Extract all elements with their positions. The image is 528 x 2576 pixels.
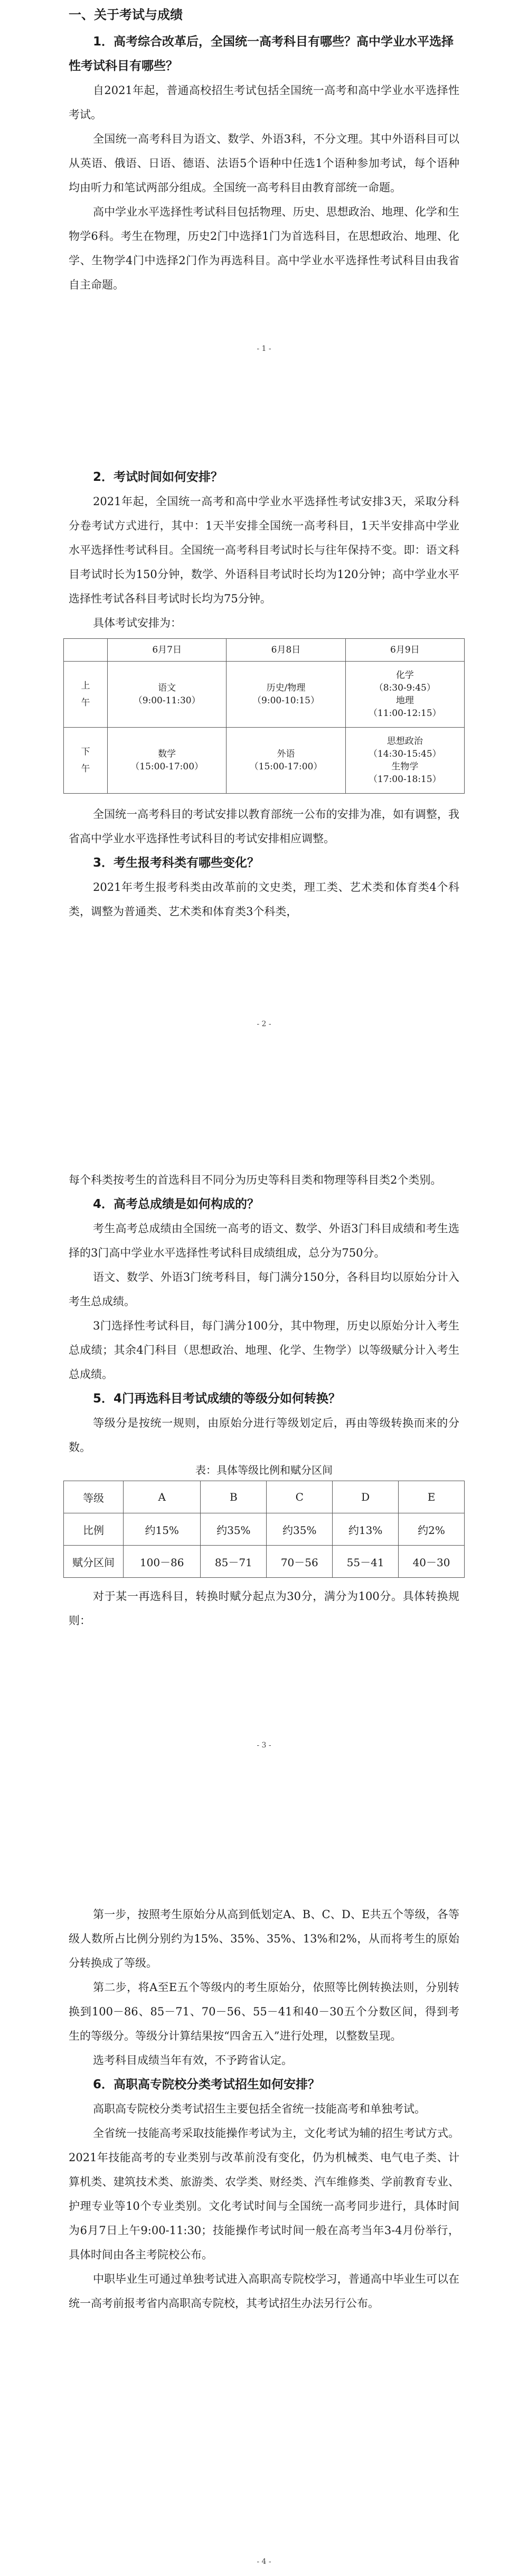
table-cell: 思想政治 （14:30-15:45） 生物学 （17:00-18:15）: [345, 728, 464, 794]
question-5-title: 5．4门再选科目考试成绩的等级分如何转换？: [93, 1392, 341, 1406]
table-row: [64, 1546, 465, 1578]
table-cell: 历史/物理 （9:00-10:15）: [227, 662, 345, 728]
table-cell: 40－30: [399, 1546, 465, 1578]
table-row: [64, 662, 465, 728]
table-header-row: [64, 639, 465, 662]
paragraph: 高中学业水平选择性考试科目包括物理、历史、思想政治、地理、化学和生物学6科。考生在物理，历史2门中选择1门为首选科目，在思想政治、地理、化学、生物学4门中选择2门作为再选科目。高中学业水平选择性考试科目由我省自主命题。: [69, 206, 459, 291]
question-6-title: 6．高职高专院校分类考试招生如何安排？: [93, 2078, 320, 2091]
paragraph: 2021年考生报考科类由改革前的文史类，理工类、艺术类和体育类4个科类，调整为普通类、艺术类和体育类3个科类，: [69, 881, 459, 918]
table-cell: 55－41: [333, 1546, 399, 1578]
paragraph: 高职高专院校分类考试招生主要包括全省统一技能高考和单独考试。: [93, 2103, 426, 2115]
row-label: 比例: [64, 1513, 124, 1546]
row-label: 赋分区间: [64, 1546, 124, 1578]
table-cell: 约15%: [124, 1513, 201, 1546]
table-cell: 85－71: [201, 1546, 267, 1578]
table-cell: E: [399, 1481, 465, 1513]
paragraph: 2021年起，全国统一高考和高中学业水平选择性考试安排3天，采取分科分卷考试方式进行，其中：1天半安排全国统一高考科目，1天半安排高中学业水平选择性考试科目。全国统一高考科目考试时长与往年保持不变。即：语文科目考试时长为150分钟，数学、外语科目考试时长均为120分钟；高中学业水平选择性考试各科目考试时长均为75分钟。: [69, 495, 459, 605]
page-4: [0, 1902, 528, 2576]
table-cell: 70－56: [267, 1546, 333, 1578]
paragraph: 语文、数学、外语3门统考科目，每门满分150分，各科目均以原始分计入考生总成绩。: [69, 1271, 459, 1308]
table-cell: 外语 （15:00-17:00）: [227, 728, 345, 794]
question-1-title: 1．高考综合改革后，全国统一高考科目有哪些？高中学业水平选择性考试科目有哪些？: [69, 35, 454, 73]
paragraph: 考生高考总成绩由全国统一高考的语文、数学、外语3门科目成绩和考生选择的3门高中学业水平选择性考试科目成绩组成，总分为750分。: [69, 1222, 459, 1259]
paragraph: 自2021年起，普通高校招生考试包括全国统一高考和高中学业水平选择性考试。: [69, 84, 459, 121]
table-row: [64, 728, 465, 794]
paragraph: 具体考试安排为：: [93, 617, 182, 629]
page-number: - 2 -: [257, 1020, 271, 1028]
paragraph: 选考科目成绩当年有效，不予跨省认定。: [93, 2054, 293, 2067]
paragraph: 每个科类按考生的首选科目不同分为历史等科目类和物理等科目类2个类别。: [69, 1174, 442, 1186]
table-row: [64, 1481, 465, 1513]
table-cell: 化学 （8:30-9:45） 地理 （11:00-12:15）: [345, 662, 464, 728]
table-cell: 100－86: [124, 1546, 201, 1578]
table-cell: A: [124, 1481, 201, 1513]
row-label: 等级: [64, 1481, 124, 1513]
table-cell: B: [201, 1481, 267, 1513]
section-title: 一、关于考试与成绩: [69, 7, 183, 22]
paragraph: 全国统一高考科目为语文、数学、外语3科，不分文理。其中外语科目可以从英语、俄语、日语、德语、法语5个语种中任选1个语种参加考试，每个语种均由听力和笔试两部分组成。全国统一高考科目由教育部统一命题。: [69, 133, 459, 194]
question-4-title: 4．高考总成绩是如何构成的？: [93, 1197, 260, 1211]
table-cell: 约13%: [333, 1513, 399, 1546]
paragraph: 中职毕业生可通过单独考试进入高职高专院校学习，普通高中毕业生可以在统一高考前报考省内高职高专院校，其考试招生办法另行公布。: [69, 2273, 459, 2310]
exam-schedule-table: [63, 638, 465, 794]
paragraph: 对于某一再选科目，转换时赋分起点为30分，满分为100分。具体转换规则：: [69, 1590, 459, 1627]
page-number: - 4 -: [257, 2558, 271, 2566]
table-header-cell: 6月7日: [108, 639, 227, 662]
table-caption: 表：具体等级比例和赋分区间: [195, 1464, 333, 1476]
paragraph: 第一步，按照考生原始分从高到低划定A、B、C、D、E共五个等级，各等级人数所占比例分别约为15%、35%、35%、13%和2%，从而将考生的原始分转换成了等级。: [69, 1908, 459, 1969]
paragraph: 3门选择性考试科目，每门满分100分，其中物理，历史以原始分计入考生总成绩；其余4门科目（思想政治、地理、化学、生物学）以等级赋分计入考生总成绩。: [69, 1319, 459, 1381]
table-cell: 约35%: [267, 1513, 333, 1546]
grade-table: [63, 1481, 465, 1578]
question-3-title: 3．考生报考科类有哪些变化？: [93, 856, 260, 870]
table-cell: 数学 （15:00-17:00）: [108, 728, 227, 794]
table-cell: C: [267, 1481, 333, 1513]
table-header-cell: 6月8日: [227, 639, 345, 662]
page-2: [0, 465, 528, 1046]
table-cell: 语文 （9:00-11:30）: [108, 662, 227, 728]
paragraph: 全国统一高考科目的考试安排以教育部统一公布的安排为准，如有调整，我省高中学业水平选择性考试科目的考试安排相应调整。: [69, 808, 459, 845]
table-cell: 约2%: [399, 1513, 465, 1546]
paragraph: 全省统一技能高考采取技能操作考试为主，文化考试为辅的招生考试方式。2021年技能高考的专业类别与改革前没有变化，仍为机械类、电气电子类、计算机类、建筑技术类、旅游类、农学类、财经类、汽车维修类、学前教育专业、护理专业等10个专业类别。文化考试时间与全国统一高考同步进行，具体时间为6月7日上午9:00-11:30；技能操作考试时间一般在高考当年3-4月份举行，具体时间由各主考院校公布。: [69, 2127, 459, 2261]
table-cell: D: [333, 1481, 399, 1513]
page-number: - 3 -: [257, 1741, 271, 1750]
row-label-afternoon: 下 午: [64, 728, 108, 794]
paragraph: 等级分是按统一规则，由原始分进行等级划定后，再由等级转换而来的分数。: [69, 1417, 459, 1454]
row-label-morning: 上 午: [64, 662, 108, 728]
paragraph: 第二步，将A至E五个等级内的考生原始分，依照等比例转换法则，分别转换到100－86、85－71、70－56、55－41和40－30五个分数区间，得到考生的等级分。等级分计算结果按“四舍五入”进行处理，以整数呈现。: [69, 1981, 459, 2042]
page-3: [0, 1168, 528, 1775]
table-cell: 约35%: [201, 1513, 267, 1546]
table-row: [64, 1513, 465, 1546]
page-number: - 1 -: [257, 345, 271, 353]
table-header-cell: 6月9日: [345, 639, 464, 662]
question-2-title: 2．考试时间如何安排？: [93, 470, 223, 484]
